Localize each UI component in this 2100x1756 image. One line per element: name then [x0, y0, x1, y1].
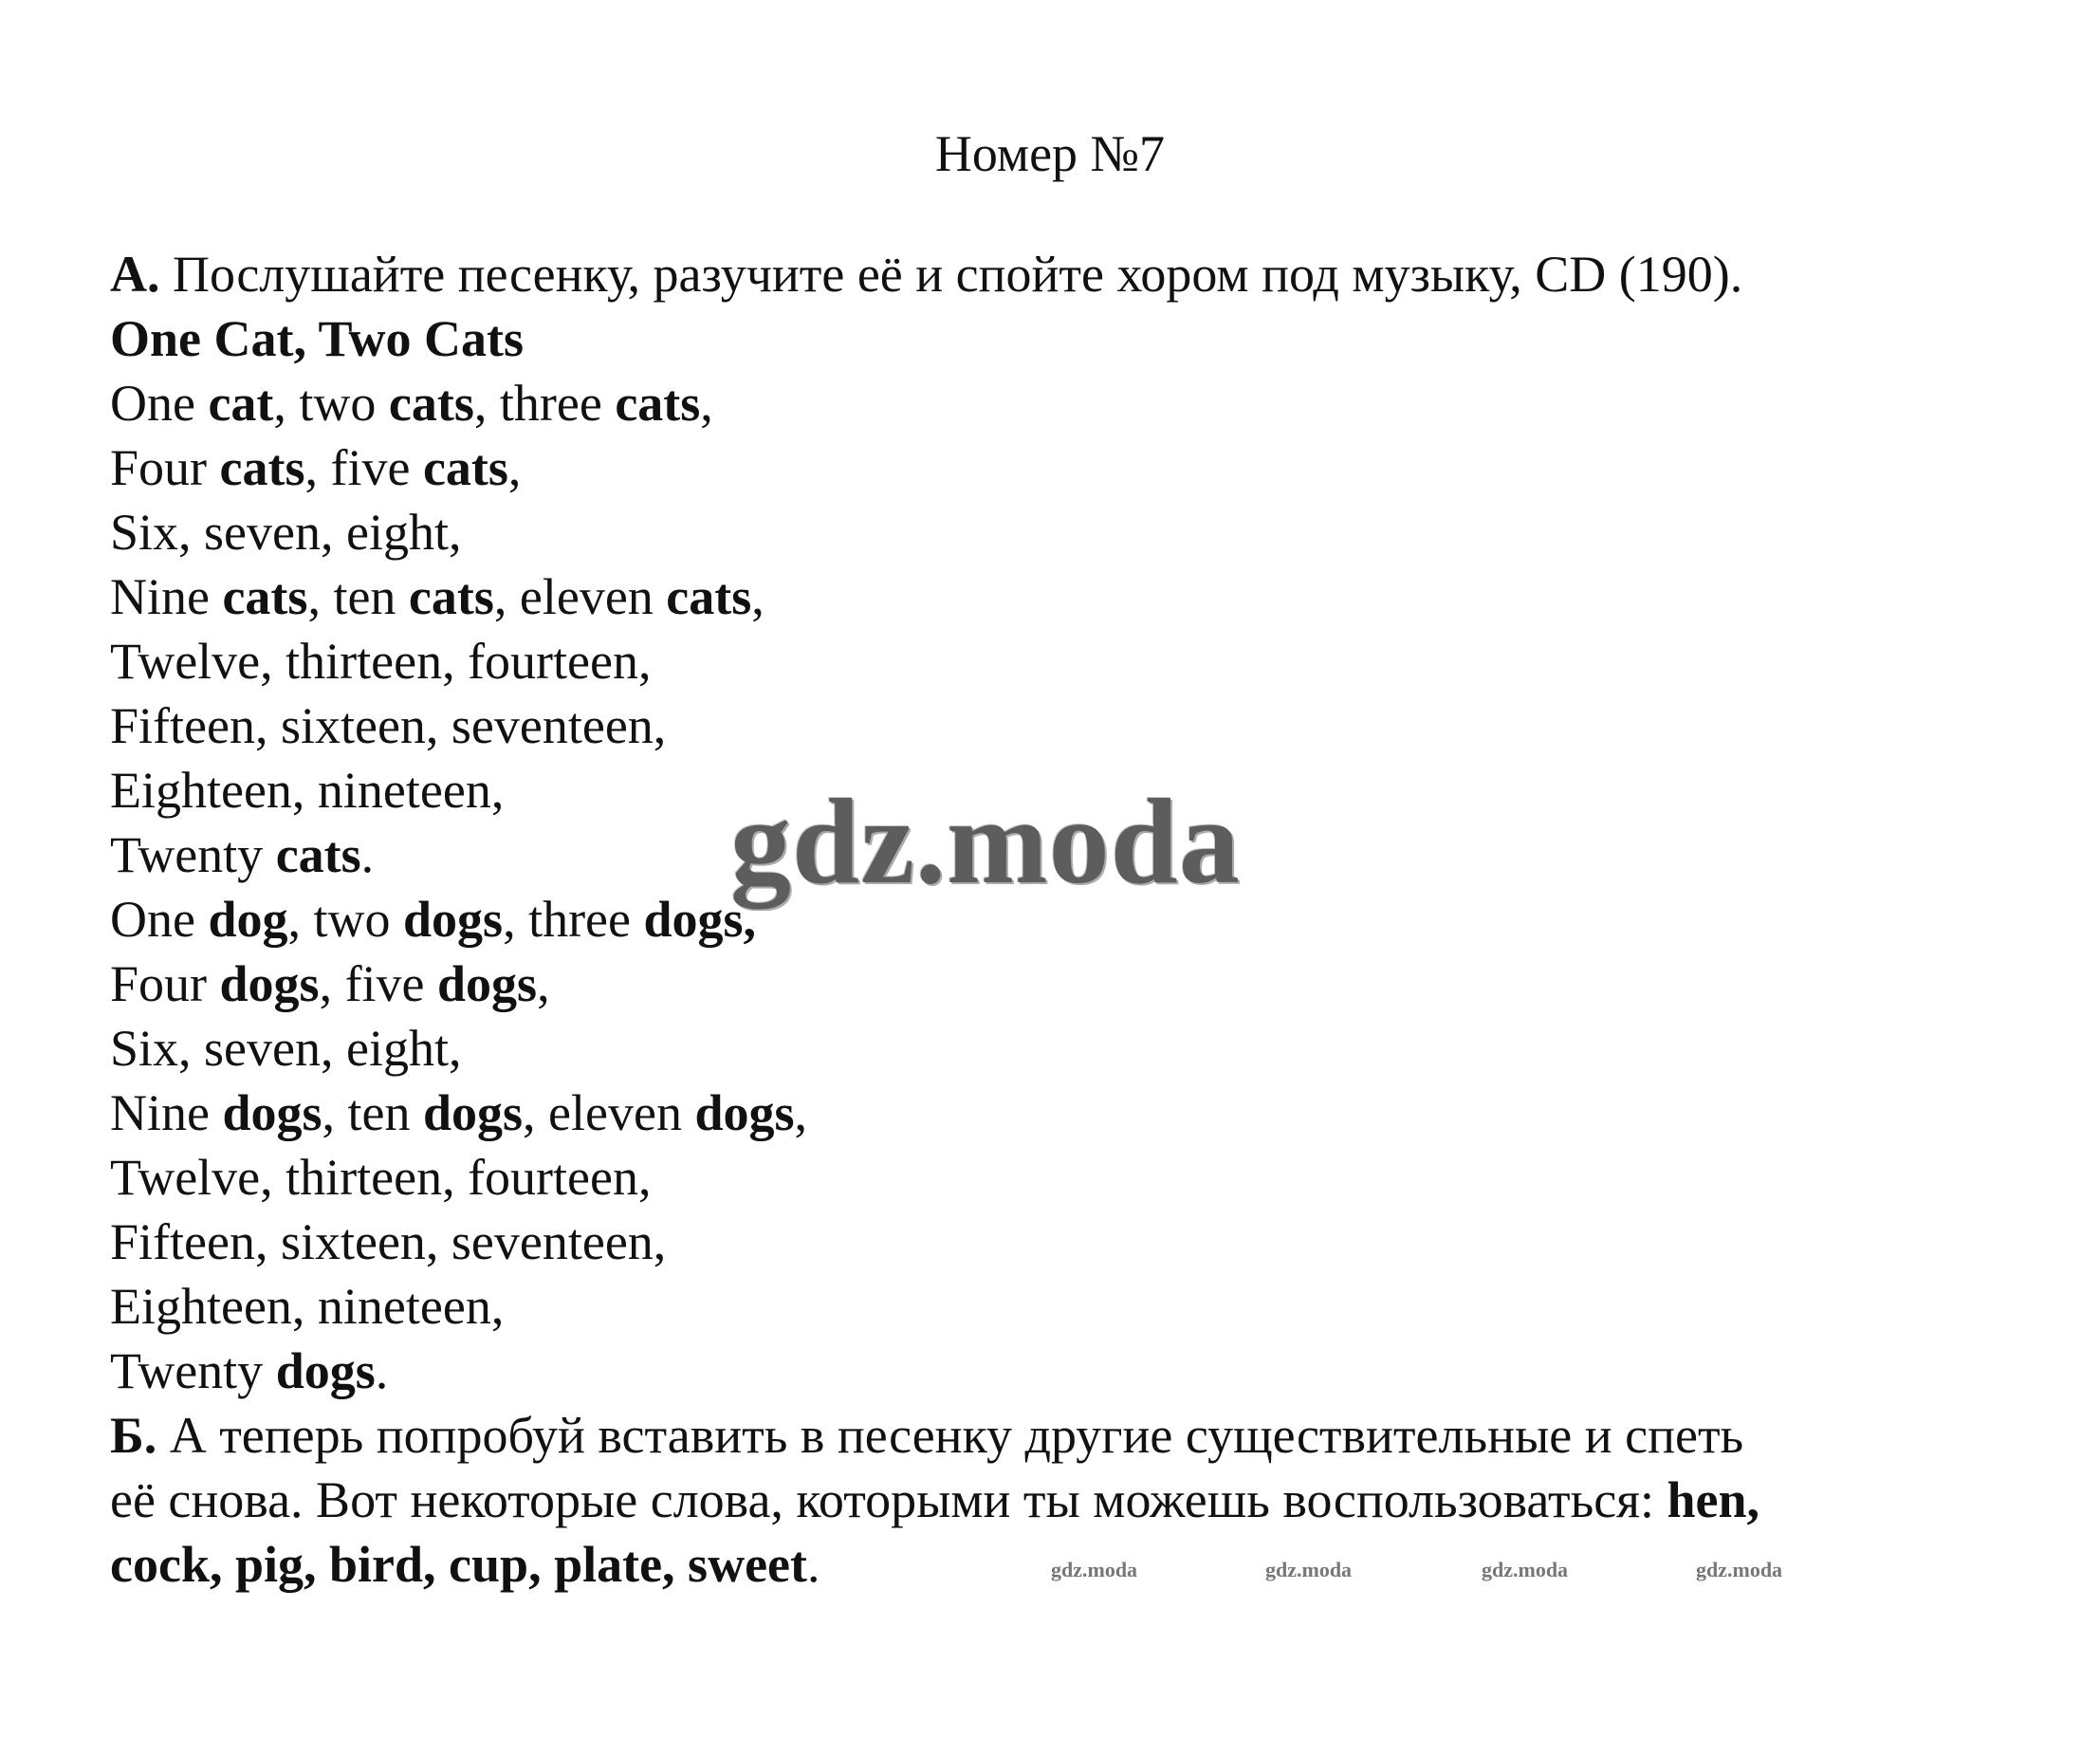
- song-text: Nine: [110, 568, 223, 625]
- song-noun: dogs: [219, 955, 320, 1012]
- song-text: ,: [751, 568, 764, 625]
- song-noun: dogs: [423, 1084, 524, 1141]
- song-text: , five: [319, 955, 438, 1012]
- song-text: Eighteen, nineteen,: [110, 762, 505, 819]
- song-text: ,: [794, 1084, 807, 1141]
- watermark-small: gdz.moda: [1482, 1558, 1569, 1581]
- song-line: [110, 1274, 2007, 1339]
- song-line: [110, 500, 2007, 564]
- song-text: , ten: [322, 1084, 423, 1141]
- watermark-small: gdz.moda: [1051, 1558, 1138, 1581]
- song-noun: cat: [208, 375, 274, 432]
- watermark-small: gdz.moda: [1265, 1558, 1353, 1581]
- section-b-end: .: [807, 1536, 820, 1593]
- song-text: Four: [110, 439, 220, 496]
- song-line: [110, 629, 2007, 693]
- song-title: [110, 306, 2007, 371]
- song-text: ,: [507, 439, 522, 496]
- song-text: Four: [110, 955, 220, 1012]
- song-text: , ten: [307, 568, 409, 625]
- content: [110, 242, 2007, 1597]
- song-text: , two: [287, 891, 404, 948]
- song-line: [110, 1081, 2007, 1145]
- song-noun: dogs: [437, 955, 538, 1012]
- song-title-text: One Cat, Two Cats: [110, 310, 525, 367]
- song-line: [110, 1016, 2007, 1081]
- song-noun: cats: [666, 568, 752, 625]
- song-text: Twelve, thirteen, fourteen,: [110, 1149, 652, 1206]
- song-text: , two: [273, 375, 389, 432]
- watermark-logo: gdz.moda: [730, 774, 1241, 909]
- song-noun: dogs: [222, 1084, 322, 1141]
- page-title: Номер №7: [934, 125, 1166, 182]
- section-a-text: Послушайте песенку, разучите её и спойте хором под музыку, CD (190).: [159, 246, 1743, 303]
- song-text: Six, seven, eight,: [110, 504, 462, 561]
- song-text: Fifteen, sixteen, seventeen,: [110, 697, 667, 754]
- song-line: [110, 1210, 2007, 1274]
- song-noun: cats: [388, 375, 474, 432]
- song-text: Twelve, thirteen, fourteen,: [110, 633, 652, 690]
- section-b-text-1: А теперь попробуй вставить в песенку другие существительные и спеть: [157, 1407, 1744, 1464]
- song-text: .: [375, 1342, 389, 1399]
- song-text: Six, seven, eight,: [110, 1020, 462, 1077]
- section-b-words-2: cock, pig, bird, cup, plate, sweet: [110, 1536, 807, 1593]
- section-b-line-2: [110, 1468, 2007, 1532]
- song-noun: dog: [208, 891, 288, 948]
- song-line: [110, 371, 2007, 435]
- section-b-line-1: [110, 1403, 2007, 1468]
- song-text: .: [360, 826, 375, 883]
- song-text: Fifteen, sixteen, seventeen,: [110, 1213, 667, 1270]
- song-noun: dogs: [403, 891, 504, 948]
- section-a-instruction: [110, 242, 2007, 306]
- song-line: [110, 435, 2007, 500]
- song-noun: dogs: [694, 1084, 795, 1141]
- song-text: ,: [537, 955, 550, 1012]
- song-line: [110, 693, 2007, 758]
- song-line: [110, 1145, 2007, 1210]
- song-line: [110, 952, 2007, 1016]
- song-line: [110, 564, 2007, 629]
- section-a-label: А.: [110, 246, 160, 303]
- song-noun: cats: [222, 568, 308, 625]
- section-b-words-1: hen,: [1667, 1471, 1760, 1528]
- song-noun: cats: [408, 568, 494, 625]
- song-noun: dogs,: [643, 891, 757, 948]
- song-text: , eleven: [493, 568, 667, 625]
- song-noun: cats: [615, 375, 701, 432]
- song-text: One: [110, 891, 209, 948]
- song-text: Twenty: [110, 826, 276, 883]
- song-text: , three: [503, 891, 644, 948]
- song-noun: cats: [422, 439, 508, 496]
- song-noun: dogs: [275, 1342, 376, 1399]
- song-text: Eighteen, nineteen,: [110, 1278, 505, 1335]
- song-line: [110, 1339, 2007, 1403]
- song-text: , five: [304, 439, 423, 496]
- song-text: One: [110, 375, 209, 432]
- song-text: Twenty: [110, 1342, 276, 1399]
- song-text: , eleven: [523, 1084, 695, 1141]
- song-text: ,: [700, 375, 713, 432]
- song-text: , three: [473, 375, 616, 432]
- section-b-text-2: её снова. Вот некоторые слова, которыми ты можешь воспользоваться:: [110, 1471, 1667, 1528]
- watermark-small: gdz.moda: [1696, 1558, 1783, 1581]
- song-text: Nine: [110, 1084, 223, 1141]
- song-noun: cats: [219, 439, 305, 496]
- song-noun: cats: [275, 826, 361, 883]
- section-b-label: Б.: [110, 1407, 157, 1464]
